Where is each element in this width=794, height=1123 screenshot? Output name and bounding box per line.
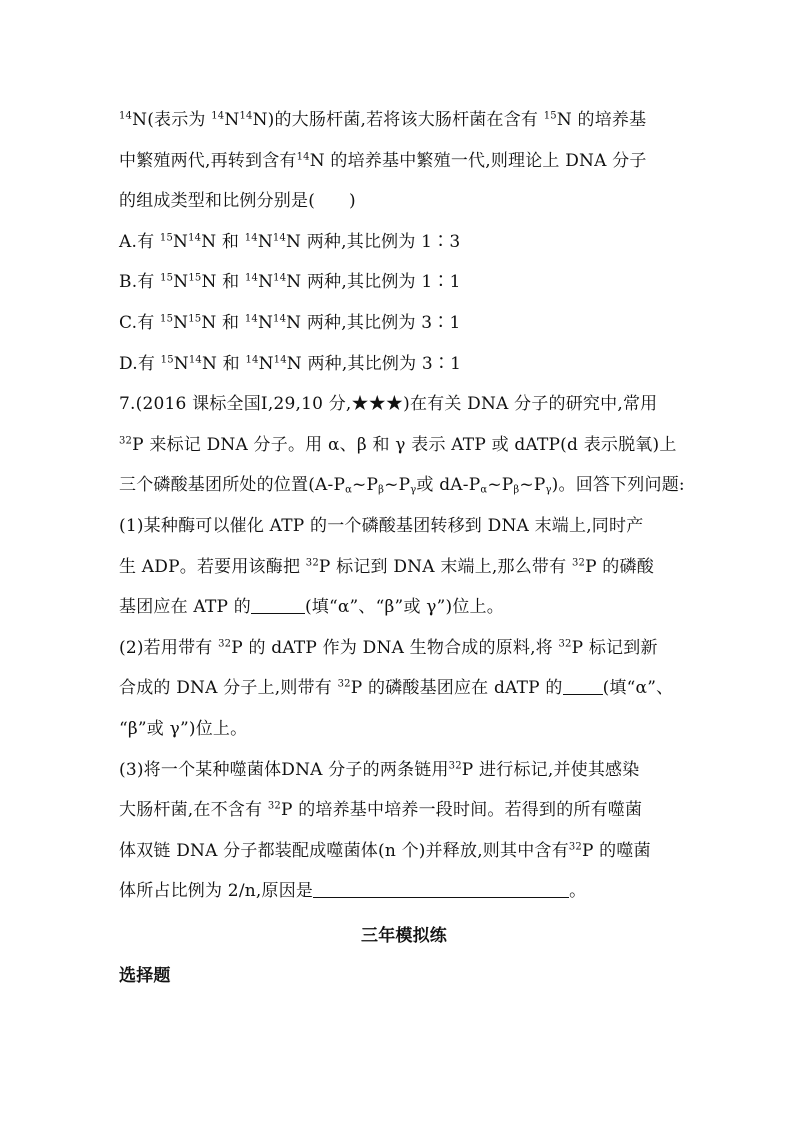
text-fragment: P 标记到 DNA 末端上,那么带有 xyxy=(318,556,567,577)
text-fragment: N 和 xyxy=(201,272,240,293)
option-label: A.有 xyxy=(119,231,155,252)
text-fragment: 体双链 DNA 分子都装配成噬菌体(n 个)并释放,则其中含有 xyxy=(119,840,569,861)
isotope-superscript: 32 xyxy=(119,435,133,447)
isotope-superscript: 15 xyxy=(160,313,174,325)
isotope-superscript: 32 xyxy=(568,841,582,853)
isotope-superscript: 32 xyxy=(267,800,281,812)
q7-part2-line-1 xyxy=(119,628,689,669)
answer-blank-2[interactable] xyxy=(563,677,603,695)
text-fragment: 中繁殖两代,再转到含有 xyxy=(119,150,297,171)
q7-part1-line-3 xyxy=(119,587,689,628)
isotope-superscript: 14 xyxy=(239,110,253,122)
isotope-superscript: 15 xyxy=(188,313,202,325)
isotope-superscript: 14 xyxy=(272,232,287,244)
text-fragment: ~P xyxy=(519,475,546,496)
text-fragment: N xyxy=(258,272,274,293)
isotope-superscript: 32 xyxy=(218,638,232,650)
text-fragment: 生 ADP。若要用该酶把 xyxy=(119,556,301,577)
q7-line-2 xyxy=(119,425,689,466)
intro-line-3 xyxy=(119,181,689,222)
text-fragment: P 标记到新 xyxy=(571,637,658,658)
isotope-superscript: 32 xyxy=(571,557,586,569)
isotope-superscript: 14 xyxy=(188,354,202,366)
text-fragment: N 的培养基 xyxy=(556,110,647,130)
q7-part3-line-4 xyxy=(119,871,689,912)
text-fragment: N xyxy=(257,312,274,333)
text-fragment: (1)某种酶可以催化 ATP 的一个磷酸基团转移到 DNA 末端上,同时产 xyxy=(119,515,644,536)
isotope-superscript: 14 xyxy=(188,232,202,244)
isotope-superscript: 14 xyxy=(211,110,225,122)
text-fragment: 。 xyxy=(569,881,587,902)
isotope-superscript: 14 xyxy=(273,272,287,284)
text-fragment: N 和 xyxy=(201,353,240,374)
q7-part3-line-3 xyxy=(119,831,689,872)
isotope-superscript: 15 xyxy=(188,272,202,284)
text-fragment: N xyxy=(173,353,189,374)
text-fragment: N 两种,其比例为 1∶1 xyxy=(286,272,461,293)
text-fragment: P 的磷酸 xyxy=(585,556,654,577)
text-fragment: 大肠杆菌,在不含有 xyxy=(119,800,263,821)
q7-part2-line-3 xyxy=(119,709,689,750)
text-fragment: N xyxy=(224,110,240,130)
isotope-superscript: 15 xyxy=(160,272,174,284)
text-fragment: N)的大肠杆菌,若将该大肠杆菌在含有 xyxy=(252,110,539,130)
isotope-superscript: 15 xyxy=(160,354,174,366)
isotope-superscript: 15 xyxy=(159,232,174,244)
answer-blank-3[interactable] xyxy=(313,880,569,898)
text-fragment: N xyxy=(173,312,189,333)
option-a xyxy=(119,222,689,263)
subscript: γ xyxy=(410,484,417,496)
text-fragment: N 两种,其比例为 3∶1 xyxy=(286,312,461,333)
text-fragment: )。回答下列问题: xyxy=(551,475,685,496)
section-title: 三年模拟练 xyxy=(361,925,447,946)
text-fragment: 的组成类型和比例分别是( xyxy=(119,191,316,212)
option-d xyxy=(119,344,689,385)
subscript: γ xyxy=(545,484,552,496)
text-fragment: (填“α”、“β”或 γ”)位上。 xyxy=(304,597,504,618)
text-fragment: (3)将一个某种噬菌体DNA 分子的两条链用 xyxy=(119,759,449,780)
text-fragment: 7.(2016 课标全国Ⅰ,29,10 分,★★★)在有关 DNA 分子的研究中,常用 xyxy=(119,394,658,415)
q7-part1-line-1 xyxy=(119,506,689,547)
text-fragment: (填“α”、 xyxy=(602,678,674,699)
text-fragment: (2)若用带有 xyxy=(119,637,213,658)
option-label: C.有 xyxy=(119,312,155,333)
q7-part3-line-2 xyxy=(119,790,689,831)
isotope-superscript: 14 xyxy=(245,354,259,366)
isotope-superscript: 14 xyxy=(244,313,258,325)
subscript: β xyxy=(513,484,520,496)
text-fragment: P 来标记 DNA 分子。用 α、β 和 γ 表示 ATP 或 dATP(d 表示脱氧)上 xyxy=(132,434,677,455)
isotope-superscript: 32 xyxy=(337,678,351,690)
subsection-title: 选择题 xyxy=(119,966,171,987)
text-fragment: 体所占比例为 2/n,原因是 xyxy=(119,881,314,902)
isotope-superscript: 32 xyxy=(305,557,319,569)
text-fragment: 基团应在 ATP 的 xyxy=(119,597,251,618)
q7-head xyxy=(119,384,689,425)
text-fragment: 三个磷酸基团所处的位置(A-P xyxy=(119,475,346,496)
isotope-superscript: 14 xyxy=(244,232,258,244)
intro-line-2 xyxy=(119,141,689,182)
text-fragment: 合成的 DNA 分子上,则带有 xyxy=(119,678,332,699)
text-fragment: ~P xyxy=(487,475,514,496)
text-fragment: P 的 dATP 作为 DNA 生物合成的原料,将 xyxy=(231,637,553,658)
q7-part2-line-2 xyxy=(119,668,689,709)
isotope-superscript: 14 xyxy=(119,110,133,122)
isotope-superscript: 15 xyxy=(543,110,557,122)
text-fragment: P 的磷酸基团应在 dATP 的 xyxy=(350,678,563,699)
intro-line-1 xyxy=(119,100,689,141)
option-b xyxy=(119,262,689,303)
q7-line-3 xyxy=(119,465,689,506)
text-fragment: N xyxy=(173,272,189,293)
isotope-superscript: 14 xyxy=(296,151,310,163)
isotope-superscript: 14 xyxy=(244,272,259,284)
isotope-superscript: 32 xyxy=(558,638,572,650)
text-fragment: “β”或 γ”)位上。 xyxy=(119,718,248,739)
subscript: α xyxy=(345,484,353,496)
answer-blank-1[interactable] xyxy=(251,596,305,614)
q7-part1-line-2 xyxy=(119,547,689,588)
text-fragment: ~P xyxy=(384,475,411,496)
isotope-superscript: 14 xyxy=(273,354,287,366)
option-label: B.有 xyxy=(119,272,155,293)
q7-part3-line-1 xyxy=(119,750,689,791)
isotope-superscript: 32 xyxy=(448,760,462,771)
option-c xyxy=(119,303,689,344)
text-fragment: N xyxy=(258,353,274,374)
question-content xyxy=(119,100,689,997)
text-fragment: N xyxy=(257,231,273,252)
text-fragment: N 两种,其比例为 3∶1 xyxy=(286,353,462,374)
isotope-superscript: 14 xyxy=(273,313,287,325)
option-label: D.有 xyxy=(119,353,156,374)
text-fragment: P 的噬菌 xyxy=(581,840,651,861)
text-fragment: N 的培养基中繁殖一代,则理论上 DNA 分子 xyxy=(309,150,647,171)
text-fragment: P 进行标记,并使其感染 xyxy=(461,759,640,780)
text-fragment: N xyxy=(173,231,189,252)
text-fragment: ) xyxy=(349,191,356,212)
text-fragment: N 两种,其比例为 1∶3 xyxy=(286,231,461,252)
text-fragment: P 的培养基中培养一段时间。若得到的所有噬菌 xyxy=(280,800,643,821)
text-fragment: ~P xyxy=(352,475,379,496)
text-fragment: N 和 xyxy=(201,312,240,333)
text-fragment: N(表示为 xyxy=(132,110,206,130)
subscript: β xyxy=(378,484,385,496)
subscript: α xyxy=(480,484,488,496)
text-fragment: N 和 xyxy=(201,231,240,252)
text-fragment: 或 dA-P xyxy=(416,475,481,496)
